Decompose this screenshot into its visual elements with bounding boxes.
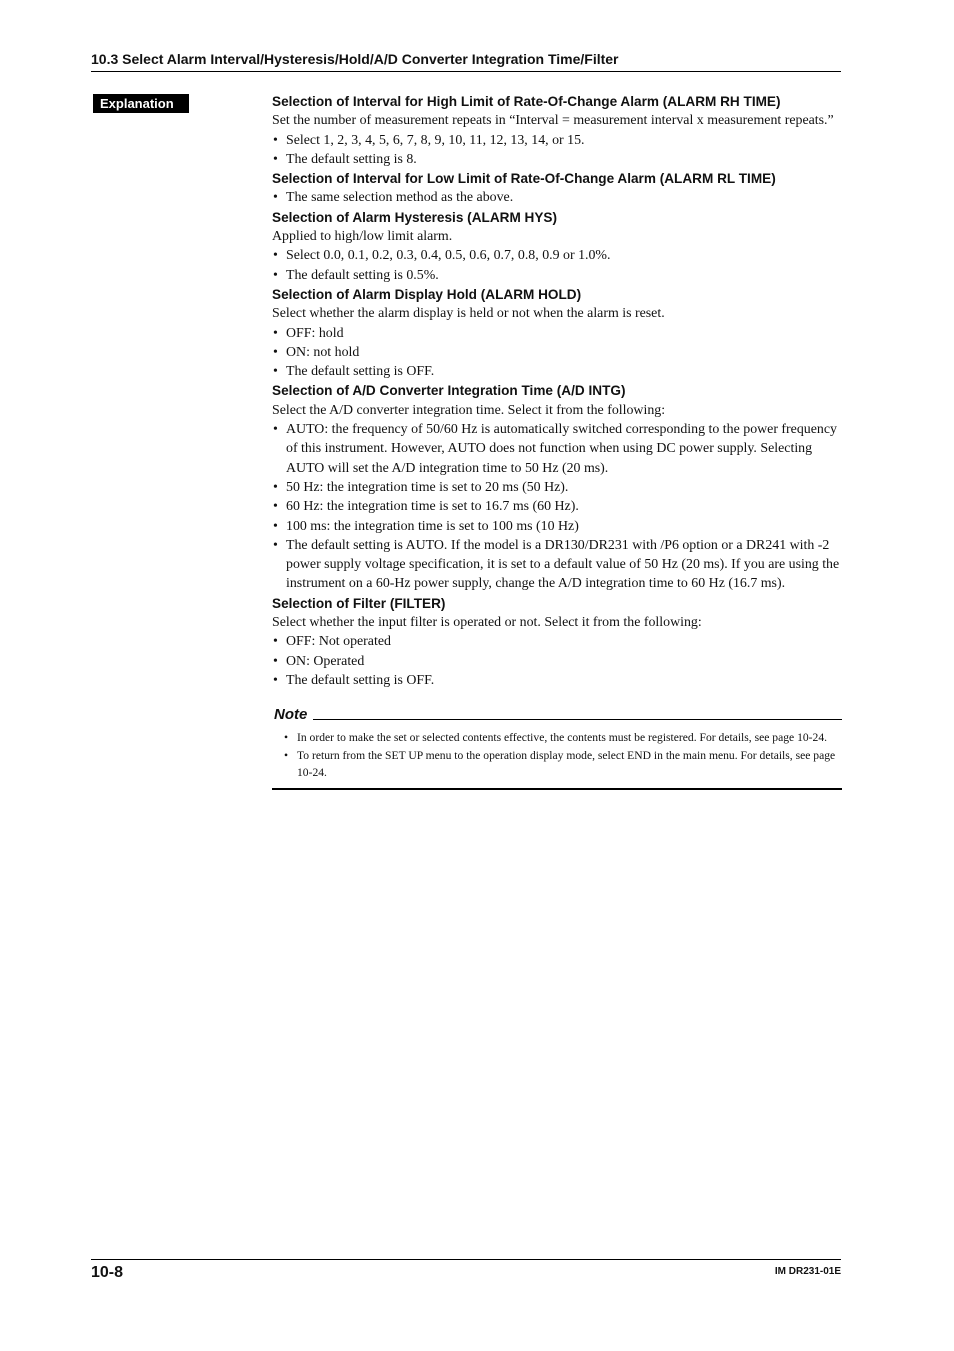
section-alarm-rl-time — [272, 169, 842, 208]
note-item: • In order to make the set or selected contents effective, the contents must be registered. For details, see page 10-24. — [283, 729, 842, 746]
section-heading: Selection of Alarm Hysteresis (ALARM HYS) — [272, 209, 558, 225]
note-item: • To return from the SET UP menu to the operation display mode, select END in the main menu. For details, see page 10-24. — [283, 747, 842, 782]
note-box — [272, 706, 842, 790]
section-alarm-rh-time — [272, 92, 842, 169]
note-header — [272, 706, 842, 724]
list-item: • AUTO: the frequency of 50/60 Hz is automatically switched corresponding to the power frequency of this instrument. However, AUTO does not function when using DC power supply. Selecting AUTO will set the A/D integration time to 50 Hz (20 ms). — [272, 420, 842, 478]
section-paragraph: Applied to high/low limit alarm. — [272, 229, 453, 245]
explanation-tag: Explanation — [93, 94, 189, 113]
header-rule — [91, 71, 841, 72]
list-item: • ON: not hold — [272, 343, 842, 362]
page-number: 10-8 — [91, 1264, 124, 1281]
list-item: • The default setting is OFF. — [272, 362, 842, 381]
list-item: • ON: Operated — [272, 652, 842, 671]
section-alarm-hold — [272, 285, 842, 381]
list-item: • 60 Hz: the integration time is set to 16.7 ms (60 Hz). — [272, 497, 842, 516]
footer-rule — [91, 1259, 841, 1260]
list-item: • OFF: Not operated — [272, 632, 842, 651]
section-paragraph: Select whether the alarm display is held or not when the alarm is reset. — [272, 306, 665, 322]
section-ad-intg — [272, 381, 842, 593]
section-heading: Selection of Interval for Low Limit of Rate-Of-Change Alarm (ALARM RL TIME) — [272, 171, 776, 187]
document-id: IM DR231-01E — [774, 1266, 841, 1277]
note-bottom-rule — [272, 788, 842, 790]
section-paragraph: Select the A/D converter integration time. Select it from the following: — [272, 402, 666, 418]
section-heading: Selection of Interval for High Limit of Rate-Of-Change Alarm (ALARM RH TIME) — [272, 94, 781, 109]
list-item: • Select 0.0, 0.1, 0.2, 0.3, 0.4, 0.5, 0.6, 0.7, 0.8, 0.9 or 1.0%. — [272, 246, 842, 265]
note-top-rule — [313, 719, 842, 720]
section-alarm-hys — [272, 208, 842, 285]
list-item: • 50 Hz: the integration time is set to 20 ms (50 Hz). — [272, 478, 842, 497]
section-title: 10.3 Select Alarm Interval/Hysteresis/Hold/A/D Converter Integration Time/Filter — [91, 51, 619, 67]
list-item: • Select 1, 2, 3, 4, 5, 6, 7, 8, 9, 10, 11, 12, 13, 14, or 15. — [272, 131, 842, 150]
section-filter — [272, 594, 842, 690]
section-heading: Selection of A/D Converter Integration Time (A/D INTG) — [272, 383, 626, 399]
section-heading: Selection of Filter (FILTER) — [272, 595, 446, 611]
list-item: • The default setting is 0.5%. — [272, 266, 842, 285]
list-item: • The default setting is 8. — [272, 150, 842, 169]
section-paragraph: Set the number of measurement repeats in “Interval = measurement interval x measurement repeats.” — [272, 113, 834, 129]
list-item: • The same selection method as the above. — [272, 188, 842, 207]
note-label: Note — [274, 706, 308, 724]
content-body — [272, 92, 842, 790]
list-item: • The default setting is AUTO. If the model is a DR130/DR231 with /P6 option or a DR241 with -2 power supply voltage specification, it is set to a default value of 50 Hz (20 ms). If you are using the instrument on a 60-Hz power supply, change the A/D integration time to 60 Hz (16.7 ms). — [272, 536, 842, 594]
section-paragraph: Select whether the input filter is operated or not. Select it from the following: — [272, 615, 702, 631]
list-item: • OFF: hold — [272, 324, 842, 343]
section-heading: Selection of Alarm Display Hold (ALARM HOLD) — [272, 286, 582, 302]
list-item: • The default setting is OFF. — [272, 671, 842, 690]
list-item: • 100 ms: the integration time is set to 100 ms (10 Hz) — [272, 517, 842, 536]
